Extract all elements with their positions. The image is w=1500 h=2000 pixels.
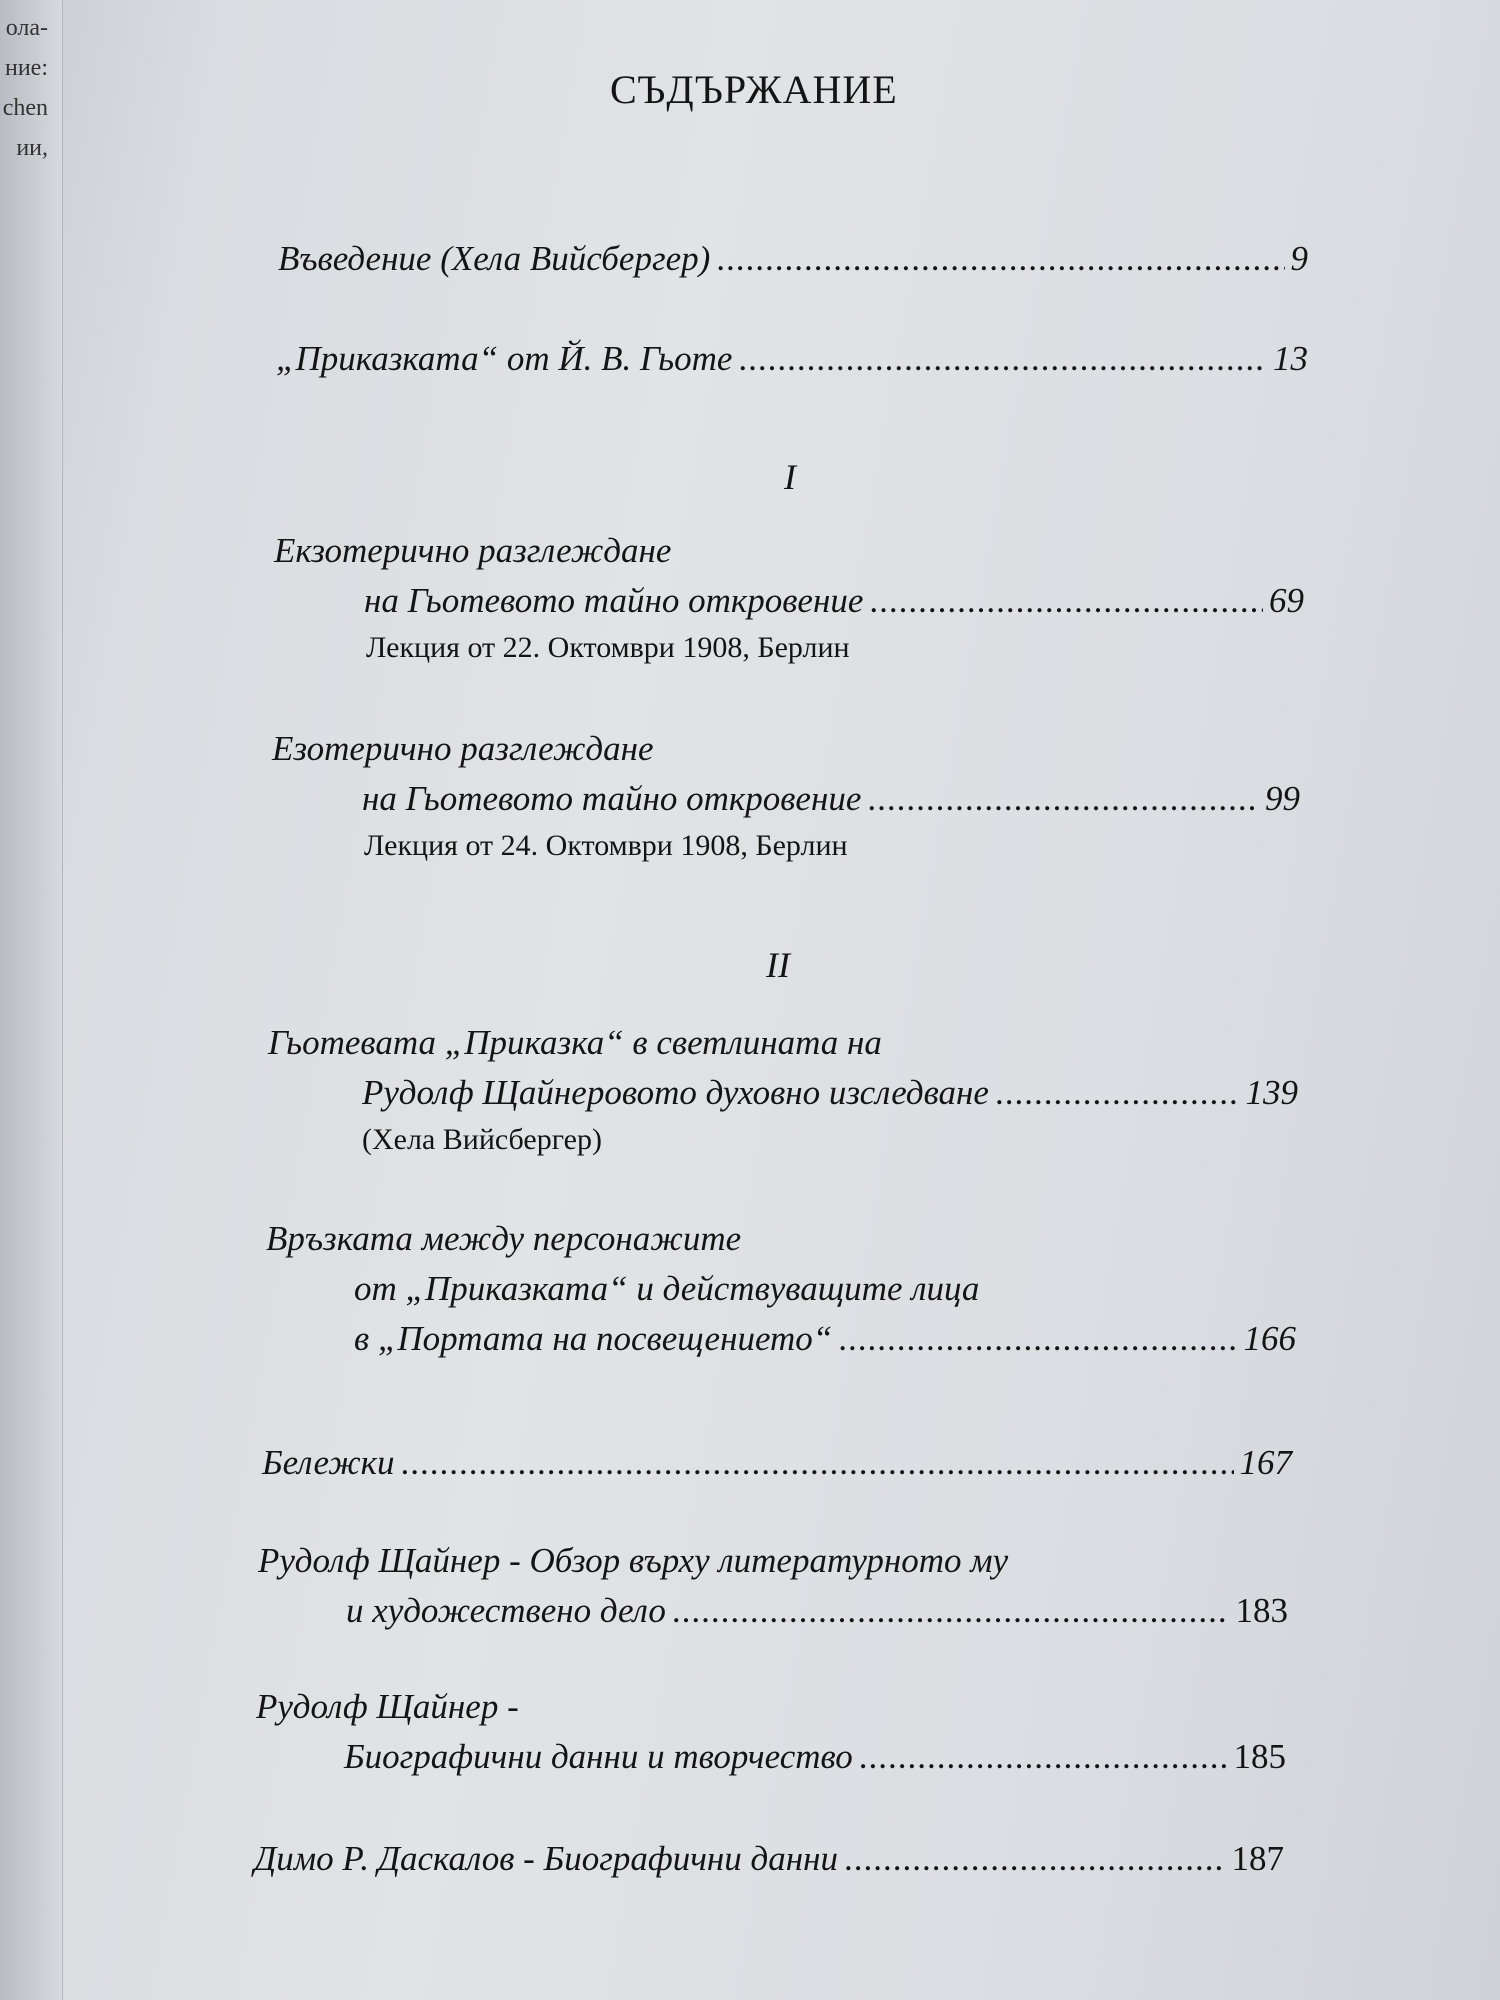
dot-leader (844, 1834, 1226, 1884)
page-number: 13 (1273, 339, 1308, 378)
page-number: 99 (1265, 779, 1300, 818)
toc-entry-title: Бележки (262, 1443, 395, 1482)
toc-entry-bio-daskalov[interactable] (254, 1834, 1284, 1884)
facing-fragment: ние: (4, 55, 48, 81)
facing-fragment: ии, (16, 135, 48, 161)
dot-leader (995, 1068, 1240, 1118)
dot-leader (672, 1586, 1230, 1636)
toc-entry-title-cont: и художествено дело (346, 1591, 666, 1630)
dot-leader (859, 1732, 1228, 1782)
dot-leader (716, 234, 1284, 284)
toc-entry-title-cont: Биографични данни и творчество (344, 1737, 853, 1776)
toc-entry-title-cont: на Гьотевото тайно откровение (364, 581, 864, 620)
toc-entry-goethe-tale[interactable] (268, 1018, 1298, 1162)
toc-entry-notes[interactable] (262, 1438, 1292, 1488)
toc-entry-title-cont: на Гьотевото тайно откровение (362, 779, 862, 818)
lecture-note: Лекция от 22. Октомври 1908, Берлин (366, 631, 850, 664)
toc-entry-title: Гьотевата „Приказка“ в светлината на (268, 1023, 882, 1062)
toc-entry-connection[interactable] (266, 1214, 1296, 1364)
dot-leader (401, 1438, 1234, 1488)
toc-entry-tale[interactable] (276, 334, 1308, 384)
lecture-note: Лекция от 24. Октомври 1908, Берлин (364, 829, 848, 862)
toc-entry-title: Въведение (Хела Вийсбергер) (278, 239, 711, 278)
page-number: 183 (1235, 1591, 1288, 1630)
author-note: (Хела Вийсбергер) (362, 1123, 602, 1156)
toc-entry-title: Рудолф Щайнер - (256, 1687, 519, 1726)
page-number: 9 (1290, 239, 1308, 278)
toc-entry-title-cont: в „Портата на посвещението“ (354, 1319, 833, 1358)
page-title: СЪДЪРЖАНИЕ (610, 67, 898, 112)
page-number: 139 (1245, 1073, 1298, 1112)
page-number: 187 (1231, 1839, 1284, 1878)
toc-entry-bio-steiner[interactable] (256, 1682, 1286, 1782)
dot-leader (738, 334, 1267, 384)
section-heading-1: I (784, 457, 796, 497)
toc-entry-intro[interactable] (278, 234, 1308, 284)
page-number: 69 (1269, 581, 1304, 620)
dot-leader (869, 576, 1263, 626)
toc-entry-title-cont: от „Приказката“ и действуващите лица (354, 1269, 980, 1308)
toc-entry-esoteric[interactable] (272, 724, 1300, 868)
toc-entry-title-cont: Рудолф Щайнеровото духовно изследване (362, 1073, 989, 1112)
facing-fragment: ола- (5, 15, 48, 41)
page-number: 167 (1239, 1443, 1292, 1482)
toc-entry-title: Димо Р. Даскалов - Биографични данни (254, 1839, 838, 1878)
toc-entry-title: Екзотерично разглеждане (274, 531, 672, 570)
page-number: 185 (1233, 1737, 1286, 1776)
dot-leader (838, 1314, 1237, 1364)
facing-fragment: chen (2, 95, 48, 121)
page-number: 166 (1243, 1319, 1296, 1358)
toc-entry-title: Връзката между персонажите (266, 1219, 742, 1258)
toc-entry-overview[interactable] (258, 1536, 1288, 1636)
toc-entry-exoteric[interactable] (274, 526, 1304, 670)
toc-entry-title: „Приказката“ от Й. В. Гьоте (276, 339, 733, 378)
section-heading-2: II (766, 945, 790, 985)
toc-entry-title: Рудолф Щайнер - Обзор върху литературното му (258, 1541, 1009, 1580)
toc-entry-title: Езотерично разглеждане (272, 729, 654, 768)
dot-leader (867, 774, 1259, 824)
